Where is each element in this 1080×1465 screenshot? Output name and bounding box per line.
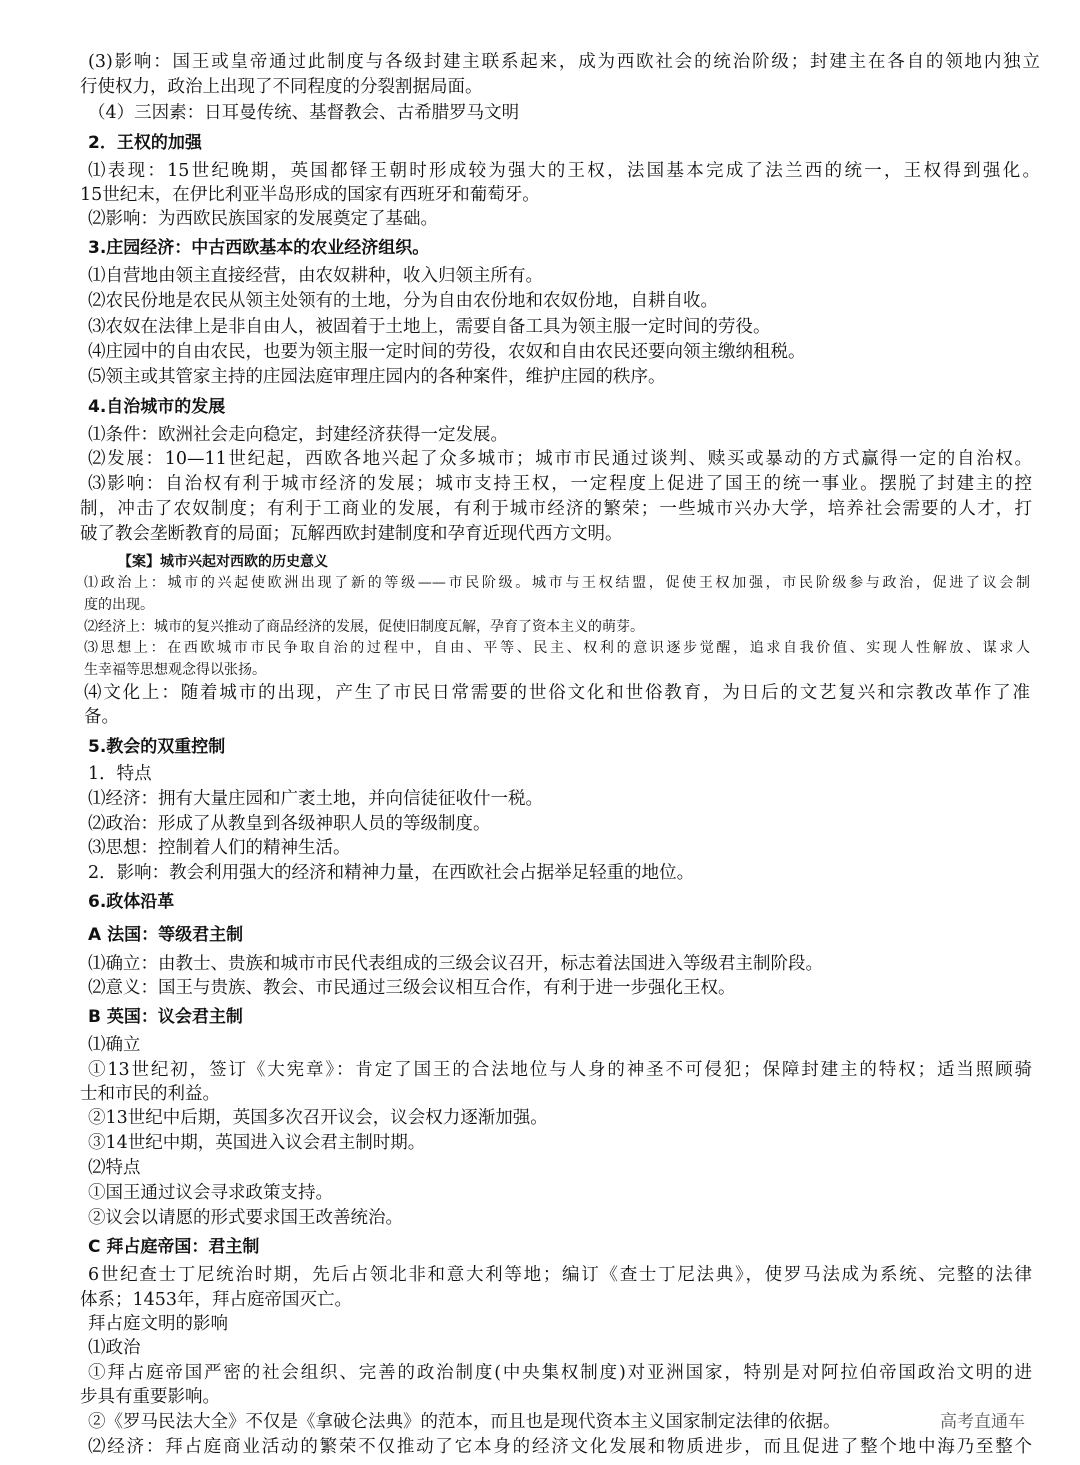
subsection-heading: C 拜占庭帝国：君主制 xyxy=(88,1237,260,1257)
case-heading: 【案】城市兴起对西欧的历史意义 xyxy=(118,554,328,570)
text-line: 备。 xyxy=(84,707,119,727)
text-line: ⑴确立 xyxy=(88,1035,141,1055)
text-line: ⑶思想：控制着人们的精神生活。 xyxy=(88,838,351,858)
text-line: (3)影响：国王或皇帝通过此制度与各级封建主联系起来，成为西欧社会的统治阶级；封建主在各自的领地内独立 xyxy=(88,52,1040,72)
text-line: 6世纪查士丁尼统治时期，先后占领北非和意大利等地；编订《查士丁尼法典》，使罗马法成为系统、完整的法律 xyxy=(88,1265,1032,1285)
text-line: ⑴条件：欧洲社会走向稳定，封建经济获得一定发展。 xyxy=(88,425,508,445)
text-line: 度的出现。 xyxy=(84,597,154,613)
text-line: 破了教会垄断教育的局面；瓦解西欧封建制度和孕育近现代西方文明。 xyxy=(80,524,623,544)
text-line: ⑵农民份地是农民从领主处领有的土地，分为自由农份地和农奴份地，自耕自收。 xyxy=(88,291,718,311)
text-line: ③14世纪中期，英国进入议会君主制时期。 xyxy=(88,1133,426,1153)
text-line: ⑴自营地由领主直接经营，由农奴耕种，收入归领主所有。 xyxy=(88,266,543,286)
section-heading: 3.庄园经济：中古西欧基本的农业经济组织。 xyxy=(88,238,430,258)
text-line: ⑴政治上：城市的兴起使欧洲出现了新的等级——市民阶级。城市与王权结盟，促使王权加强，市民阶级参与政治，促进了议会制 xyxy=(84,575,1030,591)
text-line: 步具有重要影响。 xyxy=(80,1387,220,1407)
text-line: 拜占庭文明的影响 xyxy=(88,1314,228,1334)
text-line: ⑴表现：15世纪晚期，英国都铎王朝时形成较为强大的王权，法国基本完成了法兰西的统一，王权得到强化。 xyxy=(88,161,1040,181)
text-line: ⑵政治：形成了从教皇到各级神职人员的等级制度。 xyxy=(88,814,491,834)
section-heading: 6.政体沿革 xyxy=(88,892,175,912)
text-line: ⑶影响：自治权有利于城市经济的发展；城市支持王权，一定程度上促进了国王的统一事业。摆脱了封建主的控 xyxy=(88,474,1032,494)
text-line: ②13世纪中后期，英国多次召开议会，议会权力逐渐加强。 xyxy=(88,1108,548,1128)
text-line: ⑵经济：拜占庭商业活动的繁荣不仅推动了它本身的经济文化发展和物质进步，而且促进了整个地中海乃至整个 xyxy=(88,1437,1032,1457)
watermark: 高考直通车 xyxy=(940,1412,1025,1432)
subsection-heading: A 法国：等级君主制 xyxy=(88,925,244,945)
text-line: 体系；1453年，拜占庭帝国灭亡。 xyxy=(80,1290,353,1310)
text-line: 1．特点 xyxy=(88,764,152,784)
section-heading: 5.教会的双重控制 xyxy=(88,737,226,757)
text-line: ⑴经济：拥有大量庄园和广袤土地，并向信徒征收什一税。 xyxy=(88,789,543,809)
text-line: ⑶思想上：在西欧城市市民争取自治的过程中，自由、平等、民主、权利的意识逐步觉醒，追求自我价值、实现人性解放、谋求人 xyxy=(84,640,1030,656)
text-line: 生幸福等思想观念得以张扬。 xyxy=(84,662,266,678)
text-line: ⑴政治 xyxy=(88,1338,141,1358)
text-line: 制，冲击了农奴制度；有利于工商业的发展，有利于城市经济的繁荣；一些城市兴办大学，培养社会需要的人才，打 xyxy=(80,499,1032,519)
text-line: ⑵影响：为西欧民族国家的发展奠定了基础。 xyxy=(88,209,438,229)
text-line: ⑵发展：10—11世纪起，西欧各地兴起了众多城市；城市市民通过谈判、赎买或暴动的方式赢得一定的自治权。 xyxy=(88,449,1032,469)
text-line: ⑷文化上：随着城市的出现，产生了市民日常需要的世俗文化和世俗教育，为日后的文艺复兴和宗教改革作了准 xyxy=(84,683,1030,703)
text-line: ②议会以请愿的形式要求国王改善统治。 xyxy=(88,1208,403,1228)
text-line: ⑵特点 xyxy=(88,1158,141,1178)
text-line: 2．影响：教会利用强大的经济和精神力量，在西欧社会占据举足轻重的地位。 xyxy=(88,863,695,883)
text-line: ⑸领主或其管家主持的庄园法庭审理庄园内的各种案件，维护庄园的秩序。 xyxy=(88,367,666,387)
text-line: 士和市民的利益。 xyxy=(80,1084,220,1104)
text-line: ⑶农奴在法律上是非自由人，被固着于土地上，需要自备工具为领主服一定时间的劳役。 xyxy=(88,317,771,337)
text-line: ⑵经济上：城市的复兴推动了商品经济的发展，促使旧制度瓦解，孕育了资本主义的萌芽。 xyxy=(84,619,644,635)
text-line: （4）三因素：日耳曼传统、基督教会、古希腊罗马文明 xyxy=(88,103,520,123)
text-line: ①13世纪初，签订《大宪章》：肯定了国王的合法地位与人身的神圣不可侵犯；保障封建主的特权；适当照顾骑 xyxy=(88,1060,1032,1080)
text-line: ①国王通过议会寻求政策支持。 xyxy=(88,1183,333,1203)
section-heading: 4.自治城市的发展 xyxy=(88,397,226,417)
text-line: ①拜占庭帝国严密的社会组织、完善的政治制度(中央集权制度)对亚洲国家，特别是对阿拉伯帝国政治文明的进 xyxy=(88,1363,1032,1383)
text-line: ⑴确立：由教士、贵族和城市市民代表组成的三级会议召开，标志着法国进入等级君主制阶段。 xyxy=(88,954,823,974)
text-line: ⑷庄园中的自由农民，也要为领主服一定时间的劳役，农奴和自由农民还要向领主缴纳租税。 xyxy=(88,342,806,362)
text-line: 行使权力，政治上出现了不同程度的分裂割据局面。 xyxy=(80,77,483,97)
subsection-heading: B 英国：议会君主制 xyxy=(88,1007,243,1027)
section-heading: 2．王权的加强 xyxy=(88,133,202,153)
text-line: ②《罗马民法大全》不仅是《拿破仑法典》的范本，而且也是现代资本主义国家制定法律的依据。 xyxy=(88,1412,841,1432)
text-line: 15世纪末，在伊比利亚半岛形成的国家有西班牙和葡萄牙。 xyxy=(80,185,540,205)
text-line: ⑵意义：国王与贵族、教会、市民通过三级会议相互合作，有利于进一步强化王权。 xyxy=(88,978,736,998)
